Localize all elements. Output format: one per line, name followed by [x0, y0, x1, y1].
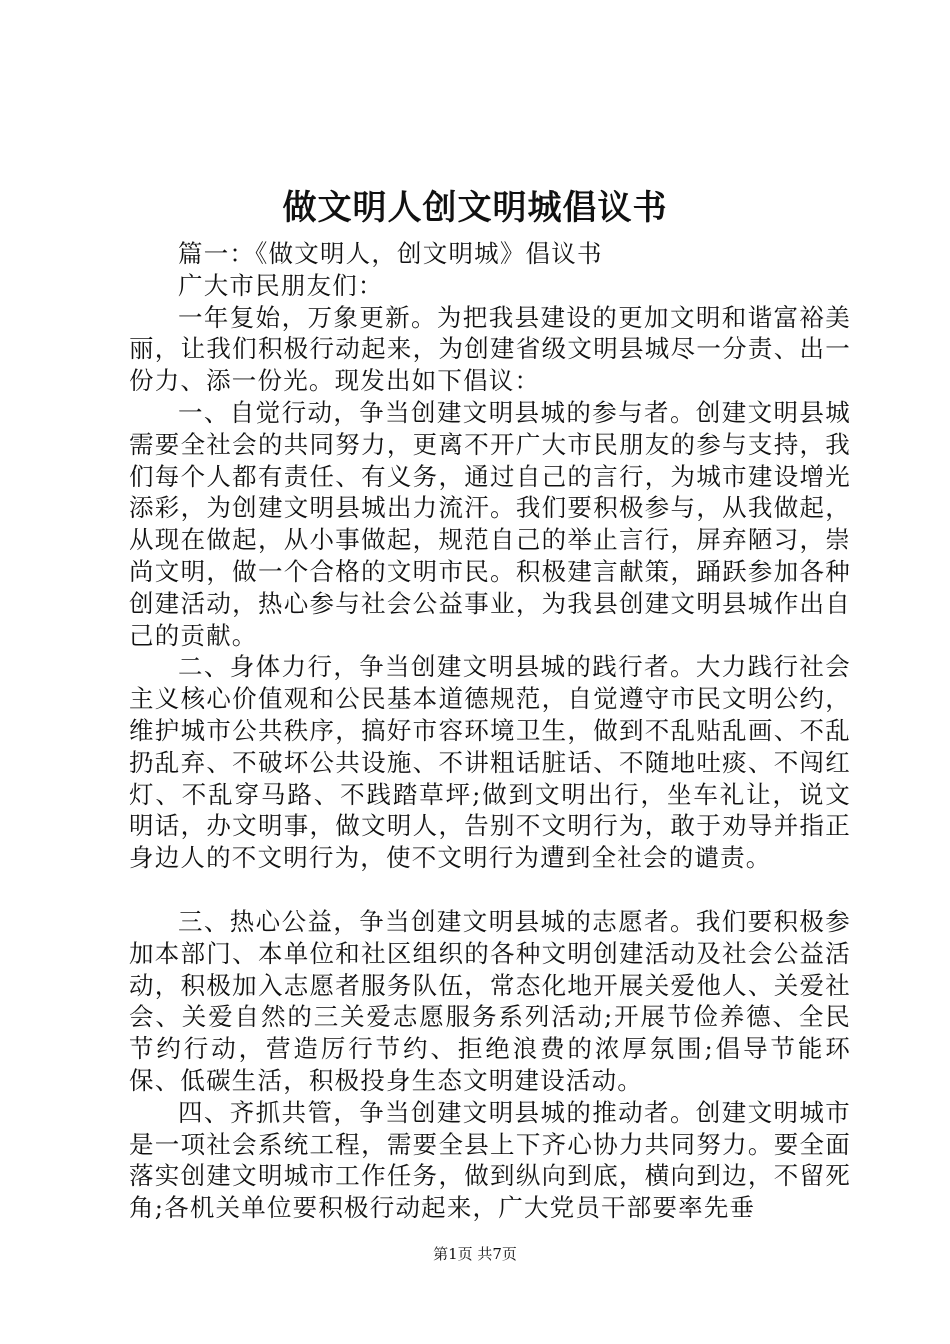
paragraph-series-heading: 篇一：《做文明人，创文明城》倡议书	[178, 239, 603, 268]
document-title: 做文明人创文明城倡议书	[282, 188, 668, 228]
document-body	[129, 238, 851, 1224]
paragraph-salutation: 广大市民朋友们：	[178, 270, 384, 300]
paragraph-point-1: 一、自觉行动，争当创建文明县城的参与者。创建文明县城需要全社会的共同努力，更离不开广大市民朋友的参与支持，我们每个人都有责任、有义务，通过自己的言行，为城市建设增光添彩，为创建文明县城出力流汗。我们要积极参与，从我做起，从现在做起，从小事做起，规范自己的举止言行，屏弃陋习，崇尚文明，做一个合格的文明市民。积极建言献策，踊跃参加各种创建活动，热心参与社会公益事业，为我县创建文明县城作出自己的贡献。	[129, 397, 851, 650]
page-indicator: 第1页 共7页	[433, 1245, 517, 1263]
paragraph-intro: 一年复始，万象更新。为把我县建设的更加文明和谐富裕美丽，让我们积极行动起来，为创建省级文明县城尽一分责、出一份力、添一份光。现发出如下倡议：	[129, 302, 851, 396]
paragraph-point-4: 四、齐抓共管，争当创建文明县城的推动者。创建文明城市是一项社会系统工程，需要全县上下齐心协力共同努力。要全面落实创建文明城市工作任务，做到纵向到底，横向到边，不留死角;各机关单位要积极行动起来，广大党员干部要率先垂	[129, 1097, 851, 1223]
paragraph-point-2: 二、身体力行，争当创建文明县城的践行者。大力践行社会主义核心价值观和公民基本道德规范，自觉遵守市民文明公约，维护城市公共秩序，搞好市容环境卫生，做到不乱贴乱画、不乱扔乱弃、不破坏公共设施、不讲粗话脏话、不随地吐痰、不闯红灯、不乱穿马路、不践踏草坪;做到文明出行，坐车礼让，说文明话，办文明事，做文明人，告别不文明行为，敢于劝导并指正身边人的不文明行为，使不文明行为遭到全社会的谴责。	[129, 652, 851, 873]
paragraph-point-3: 三、热心公益，争当创建文明县城的志愿者。我们要积极参加本部门、本单位和社区组织的各种文明创建活动及社会公益活动，积极加入志愿者服务队伍，常态化地开展关爱他人、关爱社会、关爱自然的三关爱志愿服务系列活动;开展节俭养德、全民节约行动，营造厉行节约、拒绝浪费的浓厚氛围;倡导节能环保、低碳生活，积极投身生态文明建设活动。	[129, 906, 851, 1095]
